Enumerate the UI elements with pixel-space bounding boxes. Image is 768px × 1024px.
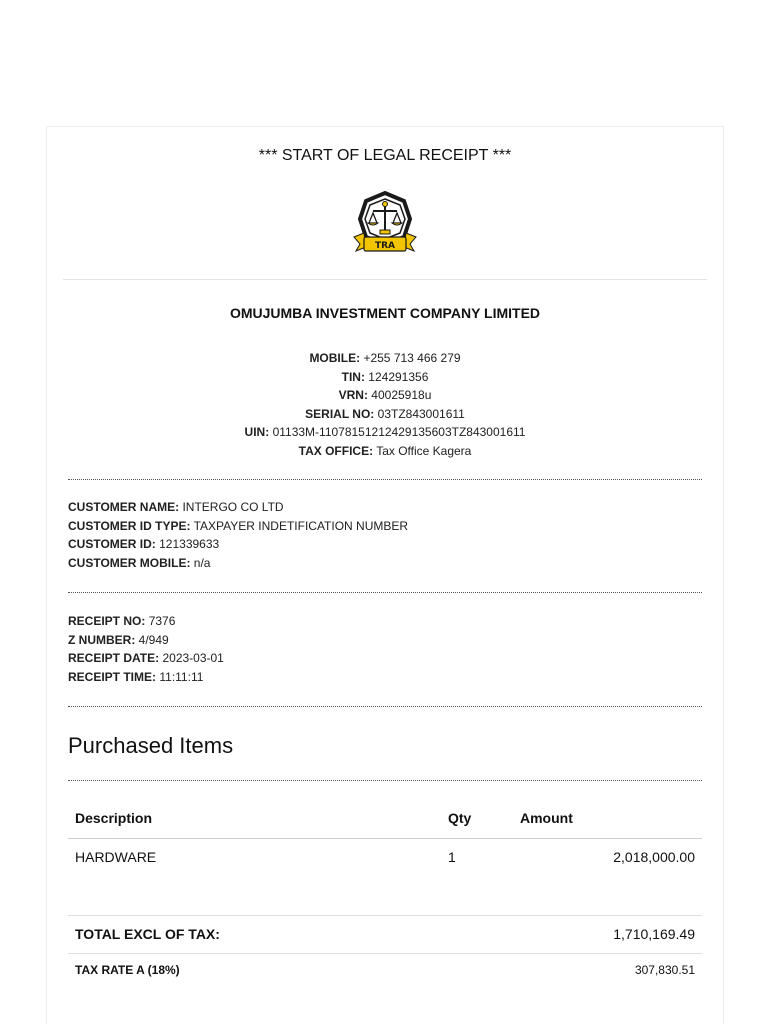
company-vrn-line: VRN: 40025918u xyxy=(338,388,432,403)
customer-info xyxy=(68,498,408,572)
receipt-header-title: *** START OF LEGAL RECEIPT *** xyxy=(258,147,512,164)
header-divider xyxy=(63,279,707,280)
table-header-divider xyxy=(68,838,702,839)
receipt-card xyxy=(46,126,724,1024)
customer-id-line: CUSTOMER ID: 121339633 xyxy=(68,537,220,552)
dotted-divider xyxy=(68,706,702,707)
tax-rate-value: 307,830.51 xyxy=(634,963,695,977)
company-info xyxy=(47,349,723,461)
customer-id-type-line: CUSTOMER ID TYPE: TAXPAYER INDETIFICATION NUMBER xyxy=(68,518,409,533)
customer-name-line: CUSTOMER NAME: INTERGO CO LTD xyxy=(68,500,284,514)
tax-rate-label: TAX RATE A (18%) xyxy=(75,963,180,977)
dotted-divider xyxy=(68,592,702,593)
table-row-divider xyxy=(68,915,702,916)
receipt-info xyxy=(68,612,224,686)
tra-logo-text: TRA xyxy=(374,241,396,251)
receipt-no-line: RECEIPT NO: 7376 xyxy=(68,614,176,628)
total-excl-tax-label: TOTAL EXCL OF TAX: xyxy=(75,926,220,942)
item-amount: 2,018,000.00 xyxy=(613,849,695,865)
column-header-amount: Amount xyxy=(520,810,573,826)
receipt-date-line: RECEIPT DATE: 2023-03-01 xyxy=(68,651,224,666)
z-number-line: Z NUMBER: 4/949 xyxy=(68,632,169,647)
company-name: OMUJUMBA INVESTMENT COMPANY LIMITED xyxy=(229,305,541,321)
tra-logo-icon xyxy=(352,189,418,259)
column-header-description: Description xyxy=(75,810,153,826)
dotted-divider xyxy=(68,479,702,480)
table-row-divider xyxy=(68,953,702,954)
company-tin-line: TIN: 124291356 xyxy=(341,369,429,384)
customer-mobile-line: CUSTOMER MOBILE: n/a xyxy=(68,555,211,570)
item-qty: 1 xyxy=(448,849,456,865)
company-mobile-line: MOBILE: +255 713 466 279 xyxy=(309,351,461,365)
receipt-time-line: RECEIPT TIME: 11:11:11 xyxy=(68,669,204,684)
company-tax-office-line: TAX OFFICE: Tax Office Kagera xyxy=(298,443,472,458)
total-excl-tax-value: 1,710,169.49 xyxy=(613,926,695,942)
dotted-divider xyxy=(68,780,702,781)
company-uin-line: UIN: 01133M-11078151212429135603TZ843001611 xyxy=(244,425,526,440)
item-description: HARDWARE xyxy=(75,849,157,865)
company-serial-line: SERIAL NO: 03TZ843001611 xyxy=(305,406,465,421)
purchased-items-title: Purchased Items xyxy=(68,733,234,758)
column-header-qty: Qty xyxy=(448,810,472,826)
